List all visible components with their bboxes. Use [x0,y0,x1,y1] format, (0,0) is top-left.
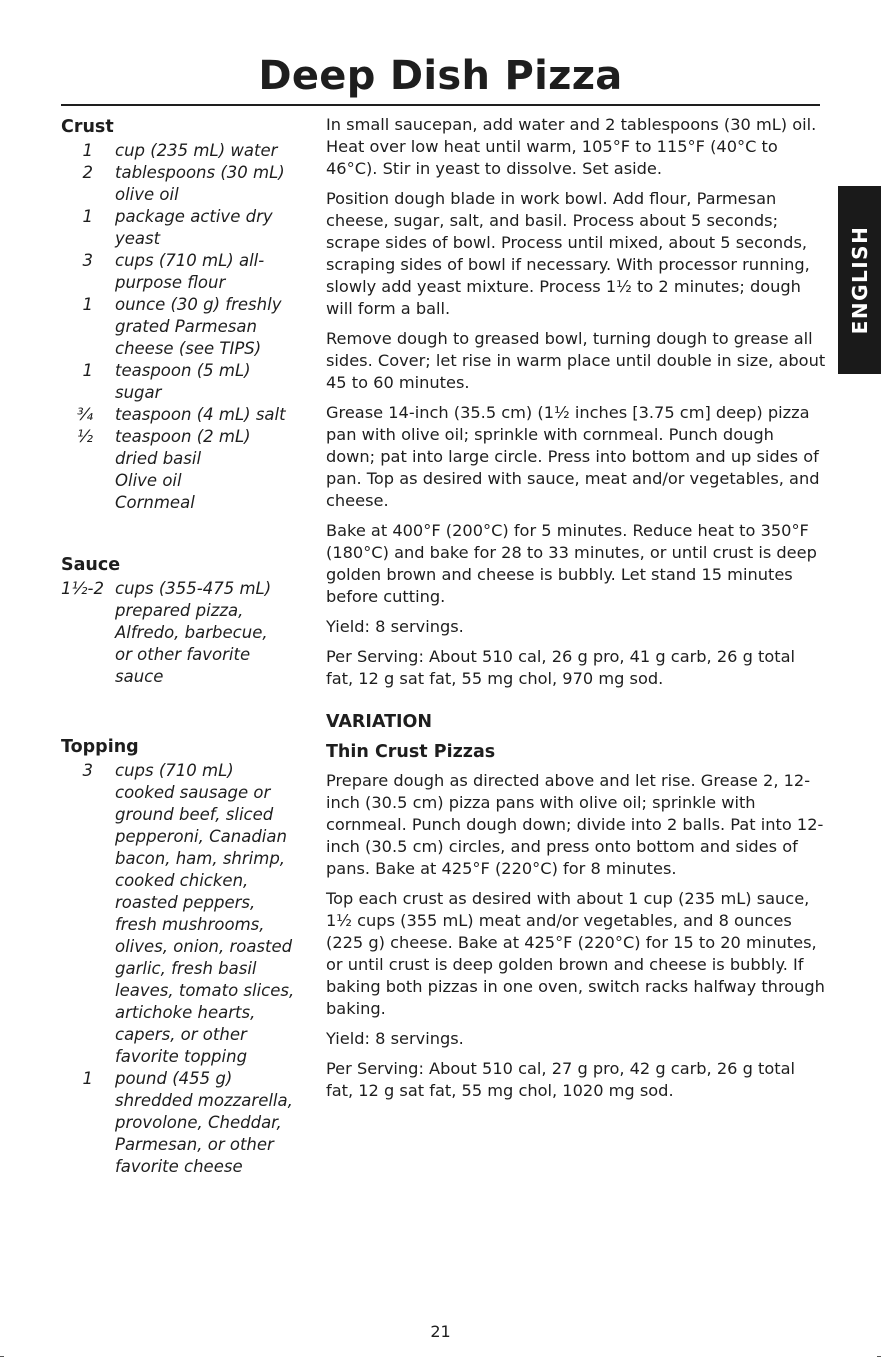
ingredient-text: yeast [115,229,161,248]
ingredient-text: garlic, fresh basil [115,959,257,978]
ingredient-text: pound (455 g) [115,1069,233,1088]
ingredient-quantity: 3 [82,761,93,780]
ingredient-item [61,206,301,250]
directions-column [326,114,826,1110]
ingredient-item [61,578,301,688]
ingredient-text: favorite cheese [115,1157,243,1176]
ingredient-text: Parmesan, or other [115,1135,274,1154]
page-title: Deep Dish Pizza [258,53,623,99]
yield-text: Yield: 8 servings. [326,1029,464,1048]
ingredient-text: Cornmeal [115,493,195,512]
ingredient-item [61,140,301,162]
variation-subheading: Thin Crust Pizzas [326,742,496,762]
topping-section [61,734,301,1178]
ingredient-text: bacon, ham, shrimp, [115,849,286,868]
ingredient-text: teaspoon (2 mL) [115,427,251,446]
ingredient-text: sauce [115,667,164,686]
ingredient-text: teaspoon (4 mL) salt [115,405,286,424]
ingredient-text: cheese (see TIPS) [115,339,262,358]
ingredient-quantity: 2 [82,163,93,182]
ingredient-text: teaspoon (5 mL) [115,361,251,380]
nutrition-text: Per Serving: About 510 cal, 27 g pro, 42 g carb, 26 g total fat, 12 g sat fat, 55 mg chol, 1020 mg sod. [326,1059,796,1100]
ingredient-text: favorite topping [115,1047,248,1066]
crop-mark [877,1356,881,1357]
direction-paragraph: Remove dough to greased bowl, turning dough to grease all sides. Cover; let rise in warm place until double in size, about 45 to 60 minutes. [326,329,826,392]
nutrition-text: Per Serving: About 510 cal, 26 g pro, 41 g carb, 26 g total fat, 12 g sat fat, 55 mg chol, 970 mg sod. [326,647,796,688]
ingredient-text: shredded mozzarella, [115,1091,293,1110]
ingredient-text: cooked chicken, [115,871,249,890]
page-number: 21 [430,1322,451,1341]
ingredient-quantity: 1 [82,141,93,160]
direction-paragraph: In small saucepan, add water and 2 tablespoons (30 mL) oil. Heat over low heat until warm, 105°F to 115°F (40°C to 46°C). Stir in yeast to dissolve. Set aside. [326,115,817,178]
direction-paragraph: Grease 14-inch (35.5 cm) (1½ inches [3.75 cm] deep) pizza pan with olive oil; sprinkle with cornmeal. Punch dough down; pat into large circle. Press into bottom and up sides of pan. Top as desired with sauce, meat and/or vegetables, and cheese. [326,403,820,510]
spacer [61,688,301,734]
ingredient-text: olives, onion, roasted [115,937,293,956]
ingredient-text: capers, or other [115,1025,247,1044]
direction-paragraph: Bake at 400°F (200°C) for 5 minutes. Reduce heat to 350°F (180°C) and bake for 28 to 33 minutes, or until crust is deep golden brown and cheese is bubbly. Let stand 15 minutes before cutting. [326,521,817,606]
ingredient-item [61,294,301,360]
ingredient-text: prepared pizza, [115,601,244,620]
ingredient-text: ounce (30 g) freshly [115,295,282,314]
topping-ingredient-list [61,760,301,1178]
crust-section [61,114,301,514]
ingredient-quantity: 1 [82,295,93,314]
ingredient-text: cup (235 mL) water [115,141,278,160]
variation-paragraph: Prepare dough as directed above and let rise. Grease 2, 12-inch (30.5 cm) pizza pans with olive oil; sprinkle with cornmeal. Punch dough down; divide into 2 balls. Pat into 12-inch (30.5 cm) circles, and press onto bottom and sides of pans. Bake at 425°F (220°C) for 8 minutes. [326,771,824,878]
variation-paragraph: Top each crust as desired with about 1 cup (235 mL) sauce, 1½ cups (355 mL) meat and/or vegetables, and 8 ounces (225 g) cheese. Bake at 425°F (220°C) for 15 to 20 minutes, or until crust is deep golden brown and cheese is bubbly. If baking both pizzas in one oven, switch racks halfway through baking. [326,889,825,1018]
title-rule [61,104,820,106]
direction-paragraph: Position dough blade in work bowl. Add flour, Parmesan cheese, sugar, salt, and basil. Process about 5 seconds; scrape sides of bowl. Process until mixed, about 5 seconds, scraping sides of bowl if necessary. With processor running, slowly add yeast mixture. Process 1½ to 2 minutes; dough will form a ball. [326,189,810,318]
ingredient-quantity: 1½-2 [61,579,104,598]
ingredient-quantity: 1 [82,1069,93,1088]
spacer [61,514,301,552]
language-tab-label: ENGLISH [847,225,872,335]
crop-mark [0,1356,4,1357]
crust-ingredient-list [61,140,301,514]
ingredient-text: dried basil [115,449,202,468]
ingredient-text: Olive oil [115,471,182,490]
ingredient-text: roasted peppers, [115,893,256,912]
ingredient-item [61,1068,301,1178]
variation-heading: VARIATION [326,712,433,732]
ingredient-text: Alfredo, barbecue, [115,623,268,642]
yield-text: Yield: 8 servings. [326,617,464,636]
ingredient-item [61,162,301,206]
ingredient-text: sugar [115,383,162,402]
ingredient-text: leaves, tomato slices, [115,981,295,1000]
ingredient-item [61,250,301,294]
ingredient-item [61,470,301,492]
ingredient-item [61,426,301,470]
ingredient-text: fresh mushrooms, [115,915,265,934]
ingredient-item [61,492,301,514]
ingredient-item [61,360,301,404]
crust-heading: Crust [61,117,114,137]
ingredient-item [61,760,301,1068]
ingredient-text: tablespoons (30 mL) [115,163,285,182]
ingredient-text: grated Parmesan [115,317,257,336]
ingredient-text: cups (355-475 mL) [115,579,272,598]
ingredient-text: or other favorite [115,645,251,664]
ingredient-item [61,404,301,426]
ingredient-quantity: 3 [82,251,93,270]
ingredient-quantity: ¾ [77,405,93,424]
sauce-section [61,552,301,688]
ingredient-quantity: ½ [77,427,93,446]
ingredient-text: cups (710 mL) [115,761,234,780]
ingredient-text: package active dry [115,207,273,226]
topping-heading: Topping [61,737,139,757]
ingredients-column [61,114,301,1178]
language-tab [838,186,881,374]
ingredient-quantity: 1 [82,361,93,380]
ingredient-text: artichoke hearts, [115,1003,256,1022]
ingredient-text: cooked sausage or [115,783,271,802]
ingredient-text: pepperoni, Canadian [115,827,287,846]
ingredient-text: olive oil [115,185,179,204]
ingredient-text: cups (710 mL) all- [115,251,265,270]
ingredient-text: purpose flour [115,273,226,292]
ingredient-text: ground beef, sliced [115,805,274,824]
ingredient-quantity: 1 [82,207,93,226]
ingredient-text: provolone, Cheddar, [115,1113,282,1132]
sauce-ingredient-list [61,578,301,688]
sauce-heading: Sauce [61,555,121,575]
